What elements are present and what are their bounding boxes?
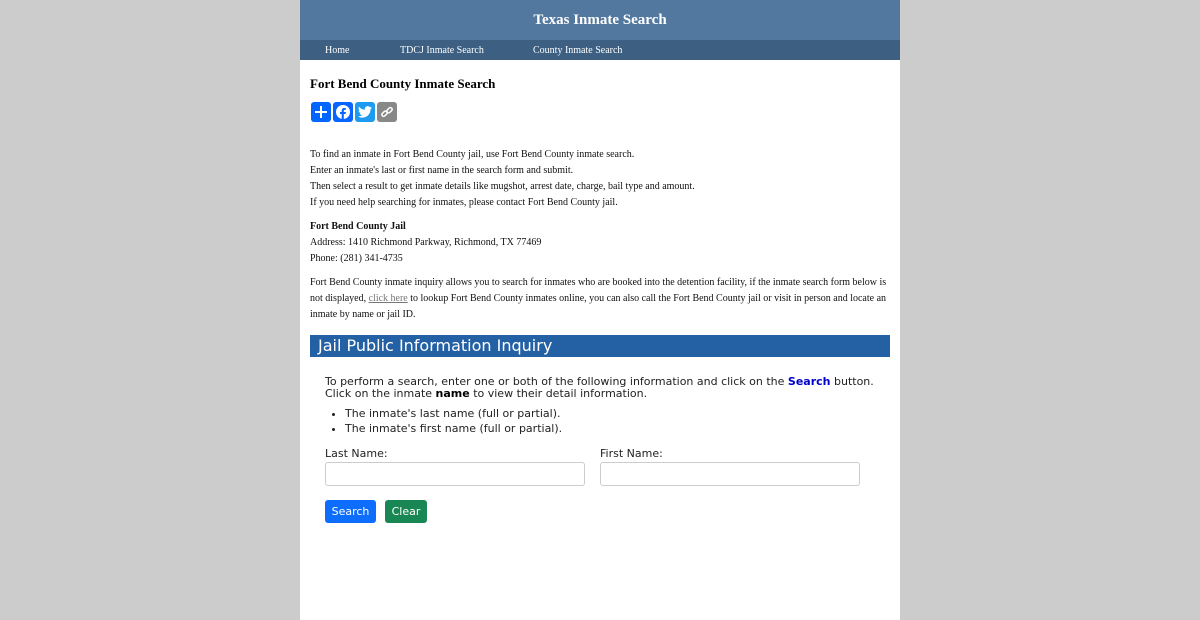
twitter-icon[interactable] [355,102,375,122]
inquiry-text [310,275,890,323]
nav-county-inmate-search[interactable]: County Inmate Search [533,44,623,56]
instr-text: to view their detail information. [469,387,648,400]
last-name-group [325,447,585,486]
search-form [325,375,875,518]
jail-info [310,219,541,267]
list-item: • The inmate's last name (full or partial). [345,406,875,421]
add-share-icon[interactable] [311,102,331,122]
intro-line: Enter an inmate's last or first name in the search form and submit. [310,165,574,176]
intro-line: Then select a result to get inmate details like mugshot, arrest date, charge, bail type and amount. [310,181,695,192]
form-instructions [325,376,875,400]
site-title: Texas Inmate Search [533,12,667,28]
list-item: • The inmate's first name (full or partial). [345,421,875,436]
page-container [300,0,900,620]
nav-bar [300,40,900,60]
clear-button[interactable]: Clear [385,500,427,523]
last-name-input[interactable] [325,462,585,486]
last-name-label: Last Name: [325,447,388,460]
inquiry-after: to lookup Fort Bend County inmates online, you can also call the Fort Bend County jail or visit in person and locate an inmate by name or jail ID. [310,293,887,320]
intro-line: To find an inmate in Fort Bend County jail, use Fort Bend County inmate search. [310,149,635,160]
instr-name-keyword: name [435,387,470,400]
nav-home[interactable]: Home [325,44,350,56]
inquiry-banner: Jail Public Information Inquiry [310,335,890,357]
first-name-group [600,447,860,486]
first-name-label: First Name: [600,447,663,460]
instr-search-keyword: Search [787,375,831,388]
intro-text [310,147,890,211]
site-header [300,0,900,40]
copy-link-icon[interactable] [377,102,397,122]
facebook-icon[interactable] [333,102,353,122]
share-buttons [311,102,397,122]
intro-line: If you need help searching for inmates, please contact Fort Bend County jail. [310,197,618,208]
jail-address: Address: 1410 Richmond Parkway, Richmond, TX 77469 [310,237,542,248]
inquiry-before: Fort Bend County inmate inquiry allows you to search for inmates who are booked into the detention facility, if the inmate search form below is not displayed, [310,277,887,304]
criteria-list [325,406,875,436]
jail-phone: Phone: (281) 341-4735 [310,253,403,264]
nav-tdcj-inmate-search[interactable]: TDCJ Inmate Search [400,44,484,56]
search-button[interactable]: Search [325,500,376,523]
jail-name: Fort Bend County Jail [310,221,406,232]
click-here-link[interactable]: click here [368,293,408,304]
instr-text: button. Click on the inmate [325,375,874,400]
first-name-input[interactable] [600,462,860,486]
page-title: Fort Bend County Inmate Search [310,76,496,91]
instr-text: To perform a search, enter one or both of the following information and click on the [325,375,788,388]
